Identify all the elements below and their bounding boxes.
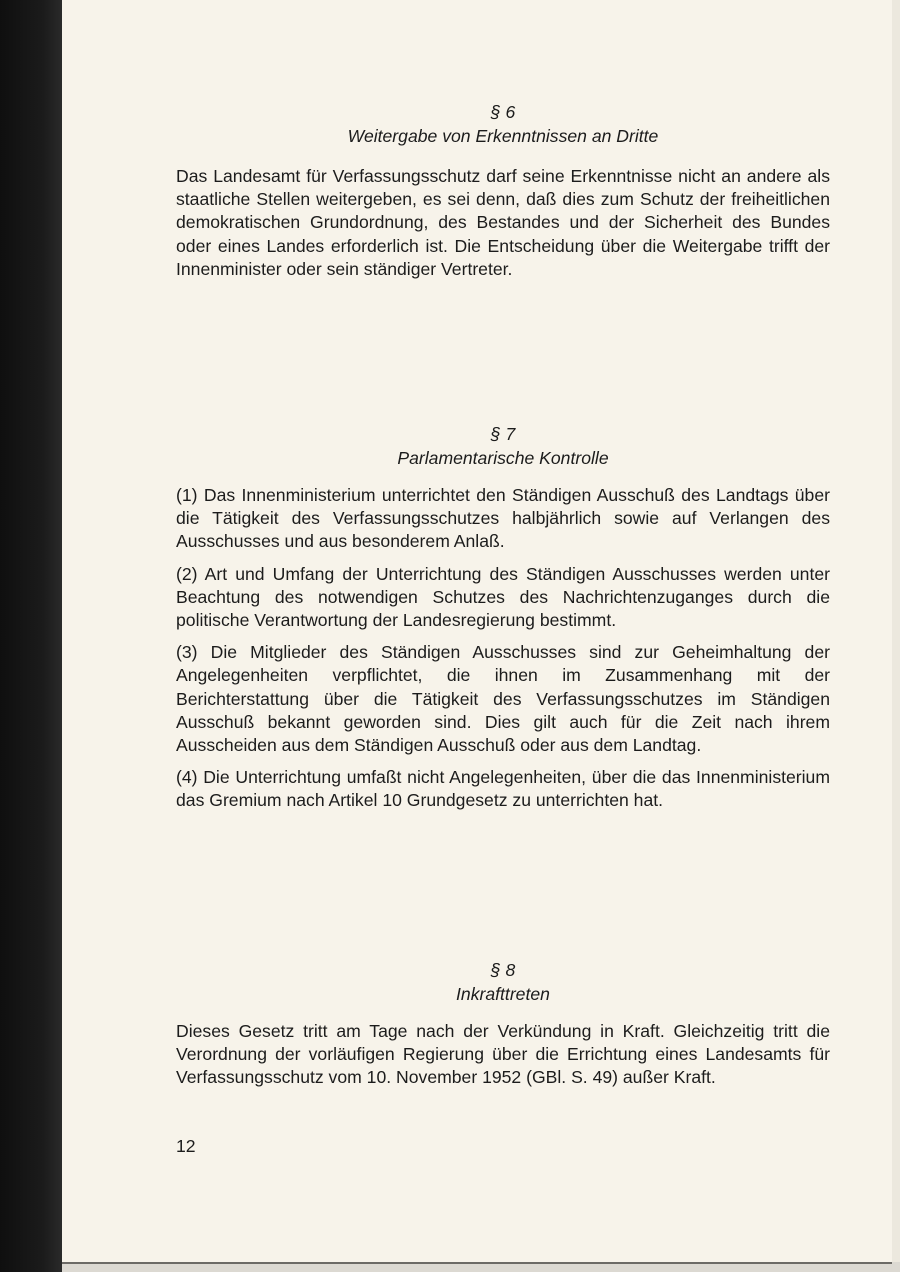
- section-7-paragraph-4: (4) Die Unterrichtung umfaßt nicht Angelegenheiten, über die das Innenministerium das Gremium nach Artikel 10 Grundgesetz zu unterrichten hat.: [176, 767, 830, 811]
- section-6-title: Weitergabe von Erkenntnissen an Dritte: [347, 126, 659, 146]
- section-7-paragraph-3: (3) Die Mitglieder des Ständigen Ausschusses sind zur Geheimhaltung der Angelegenheiten verpflichtet, die ihnen im Zusammenhang mit der Berichterstattung über die Tätigkeit des Verfassungsschutzes im Ständigen Ausschuß bekannt geworden sind. Dies gilt auch für die Zeit nach ihrem Ausscheiden aus dem Ständigen Ausschuß oder aus dem Landtag.: [176, 642, 830, 756]
- section-7-title: Parlamentarische Kontrolle: [397, 448, 609, 468]
- section-7-number: § 7: [490, 424, 516, 444]
- section-6-paragraph: Das Landesamt für Verfassungsschutz darf seine Erkenntnisse nicht an andere als staatliche Stellen weitergeben, es sei denn, daß dies zum Schutz der freiheitlichen demokratischen Grundordnung, des Bestandes und der Sicherheit des Bundes oder eines Landes erforderlich ist. Die Entscheidung über die Weitergabe trifft der Innenminister oder sein ständiger Vertreter.: [176, 166, 830, 279]
- section-8-title: Inkrafttreten: [456, 984, 550, 1004]
- book-binding-shadow: [0, 0, 62, 1272]
- section-6-body: [176, 165, 830, 281]
- section-7-body: [176, 484, 830, 822]
- section-8-number: § 8: [490, 960, 516, 980]
- section-6-heading: [176, 100, 830, 148]
- section-7-paragraph-2: (2) Art und Umfang der Unterrichtung des Ständigen Ausschusses werden unter Beachtung des notwendigen Schutzes des Nachrichtenzuganges durch die politische Verantwortung der Landesregierung bestimmt.: [176, 563, 830, 631]
- section-8-body: [176, 1020, 830, 1090]
- section-8-heading: [176, 958, 830, 1006]
- section-7-heading: [176, 422, 830, 470]
- page-edge: [892, 0, 900, 1272]
- page-number: 12: [176, 1136, 196, 1156]
- section-6-number: § 6: [490, 102, 516, 122]
- section-8-paragraph: Dieses Gesetz tritt am Tage nach der Verkündung in Kraft. Gleichzeitig tritt die Verordnung der vorläufigen Regierung über die Errichtung eines Landesamts für Verfassungsschutz vom 10. November 1952 (GBl. S. 49) außer Kraft.: [176, 1021, 830, 1088]
- section-7-paragraph-1: (1) Das Innenministerium unterrichtet den Ständigen Ausschuß des Landtags über die Tätigkeit des Verfassungsschutzes halbjährlich sowie auf Verlangen des Ausschusses und aus besonderem Anlaß.: [176, 485, 830, 552]
